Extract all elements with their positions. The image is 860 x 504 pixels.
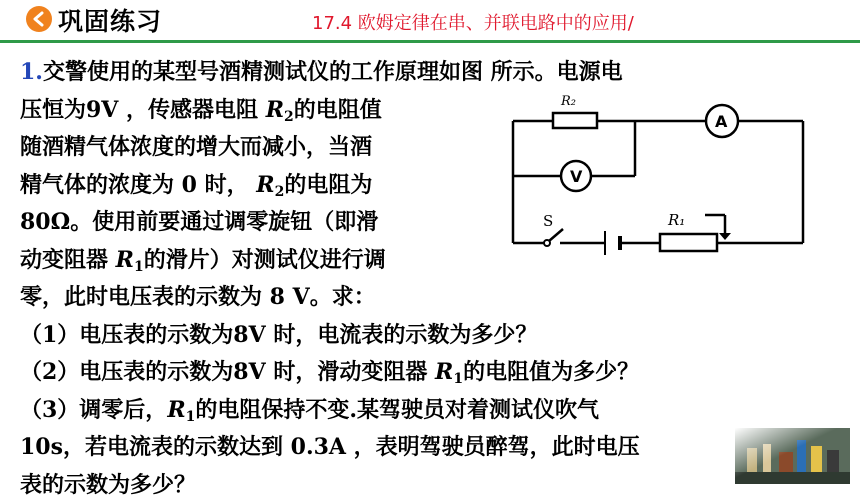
section-badge bbox=[26, 6, 52, 32]
lesson-title: 17.4 欧姆定律在串、并联电路中的应用/ bbox=[312, 9, 634, 35]
switch-label: S bbox=[543, 212, 553, 230]
question-3-line-2: 10s，若电流表的示数达到 0.3A ，表明驾驶员醉驾，此时电压 bbox=[20, 429, 840, 467]
problem-line-2: 压恒为9V ，传感器电阻 $R_2$的电阻值 bbox=[20, 92, 840, 130]
switch-lever bbox=[549, 229, 563, 241]
problem-line-1: 1.交警使用的某型号酒精测试仪的工作原理如图 所示。电源电 bbox=[20, 54, 840, 92]
question-3-line-3: 表的示数为多少？ bbox=[20, 467, 840, 504]
problem-line-6: 动变阻器 $R_1$的滑片）对测试仪进行调 bbox=[20, 242, 840, 280]
ammeter-label: A bbox=[715, 112, 728, 131]
question-2: （2）电压表的示数为8V 时，滑动变阻器 $R_1$的电阻值为多少？ bbox=[20, 354, 840, 392]
rheostat-slider bbox=[719, 233, 731, 240]
problem-line-4: 精气体的浓度为 0 时， $R_2$的电阻为 bbox=[20, 167, 840, 205]
question-3: （3）调零后，$R_1$的电阻保持不变.某驾驶员对着测试仪吹气 bbox=[20, 392, 840, 430]
problem-line-5: 80Ω。使用前要通过调零旋钮（即滑 bbox=[20, 204, 840, 242]
r2-label: R₂ bbox=[560, 94, 576, 109]
circuit-diagram bbox=[505, 88, 810, 258]
circuit-board-decoration bbox=[735, 428, 850, 484]
r1-label: R₁ bbox=[667, 211, 685, 229]
chevron-left-icon bbox=[31, 11, 47, 27]
header-divider bbox=[0, 40, 860, 43]
problem-number: 1. bbox=[20, 59, 43, 85]
problem-line-3: 随酒精气体浓度的增大而减小，当酒 bbox=[20, 129, 840, 167]
voltmeter-label: V bbox=[570, 167, 583, 186]
problem-line-7: 零，此时电压表的示数为 8 V。求： bbox=[20, 279, 840, 317]
question-1: （1）电压表的示数为8V 时，电流表的示数为多少？ bbox=[20, 317, 840, 355]
resistor-r2 bbox=[553, 113, 597, 128]
header-bar bbox=[0, 0, 860, 44]
section-title: 巩固练习 bbox=[58, 2, 162, 38]
rheostat-r1 bbox=[660, 234, 717, 251]
